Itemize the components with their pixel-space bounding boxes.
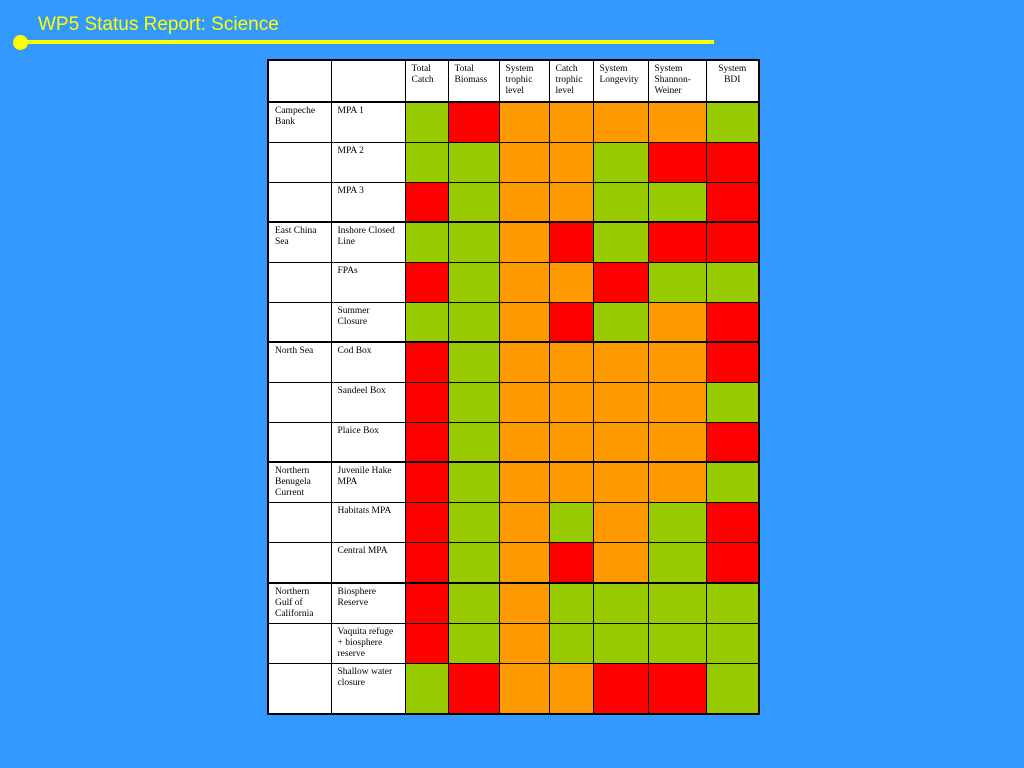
status-cell-system-shannon-weiner-red: [648, 222, 706, 262]
status-cell-catch-trophic-level-green: [549, 623, 593, 663]
status-cell-system-bdi-green: [706, 623, 759, 663]
status-cell-system-longevity-green: [593, 302, 648, 342]
status-cell-system-shannon-weiner-green: [648, 623, 706, 663]
status-cell-catch-trophic-level-red: [549, 222, 593, 262]
table-row: [268, 382, 759, 422]
status-cell-system-longevity-green: [593, 142, 648, 182]
status-cell-system-bdi-red: [706, 422, 759, 462]
status-cell-system-longevity-orange: [593, 543, 648, 583]
status-cell-total-biomass-green: [448, 623, 499, 663]
status-cell-system-longevity-orange: [593, 342, 648, 382]
status-cell-total-catch-green: [405, 102, 448, 142]
status-cell-system-longevity-orange: [593, 503, 648, 543]
header-catch-trophic-level: Catch trophic level: [549, 60, 593, 102]
status-cell-system-trophic-level-orange: [499, 583, 549, 624]
status-cell-system-bdi-green: [706, 583, 759, 624]
status-cell-system-trophic-level-orange: [499, 102, 549, 142]
status-cell-total-biomass-green: [448, 462, 499, 503]
status-cell-total-catch-green: [405, 663, 448, 714]
status-cell-system-shannon-weiner-orange: [648, 342, 706, 382]
site-cell: MPA 3: [331, 182, 405, 222]
table-row: [268, 302, 759, 342]
status-cell-system-shannon-weiner-orange: [648, 462, 706, 503]
region-cell: [268, 262, 331, 302]
status-cell-system-longevity-green: [593, 583, 648, 624]
status-cell-system-trophic-level-orange: [499, 382, 549, 422]
status-cell-system-longevity-red: [593, 663, 648, 714]
status-cell-total-biomass-green: [448, 503, 499, 543]
region-cell: East China Sea: [268, 222, 331, 262]
status-cell-total-biomass-red: [448, 102, 499, 142]
table-row: [268, 102, 759, 142]
header-row: [268, 60, 759, 102]
table-row: [268, 222, 759, 262]
status-cell-total-catch-red: [405, 382, 448, 422]
region-cell: North Sea: [268, 342, 331, 382]
region-cell: [268, 663, 331, 714]
site-cell: Habitats MPA: [331, 503, 405, 543]
status-cell-system-longevity-orange: [593, 382, 648, 422]
site-cell: Summer Closure: [331, 302, 405, 342]
table-row: [268, 422, 759, 462]
status-cell-catch-trophic-level-orange: [549, 182, 593, 222]
status-cell-system-shannon-weiner-orange: [648, 422, 706, 462]
status-cell-catch-trophic-level-orange: [549, 462, 593, 503]
region-cell: [268, 503, 331, 543]
table-row: [268, 462, 759, 503]
header-total-biomass: Total Biomass: [448, 60, 499, 102]
region-cell: Northern Benugela Current: [268, 462, 331, 503]
status-cell-system-bdi-red: [706, 302, 759, 342]
table-row: [268, 663, 759, 714]
region-cell: [268, 302, 331, 342]
status-cell-total-biomass-green: [448, 182, 499, 222]
status-cell-catch-trophic-level-orange: [549, 663, 593, 714]
site-cell: Shallow water closure: [331, 663, 405, 714]
status-cell-system-shannon-weiner-green: [648, 543, 706, 583]
status-cell-system-shannon-weiner-green: [648, 503, 706, 543]
status-cell-system-bdi-red: [706, 142, 759, 182]
status-cell-system-trophic-level-orange: [499, 302, 549, 342]
table-row: [268, 182, 759, 222]
status-cell-system-bdi-green: [706, 262, 759, 302]
status-cell-catch-trophic-level-orange: [549, 262, 593, 302]
header-total-catch: Total Catch: [405, 60, 448, 102]
site-cell: Central MPA: [331, 543, 405, 583]
table-row: [268, 623, 759, 663]
status-cell-total-catch-green: [405, 222, 448, 262]
status-cell-system-trophic-level-orange: [499, 262, 549, 302]
status-cell-total-biomass-green: [448, 382, 499, 422]
status-cell-system-longevity-green: [593, 182, 648, 222]
status-cell-catch-trophic-level-orange: [549, 142, 593, 182]
status-cell-system-bdi-red: [706, 182, 759, 222]
status-cell-system-longevity-red: [593, 262, 648, 302]
site-cell: Biosphere Reserve: [331, 583, 405, 624]
status-cell-total-catch-red: [405, 422, 448, 462]
table-row: [268, 262, 759, 302]
status-cell-catch-trophic-level-orange: [549, 102, 593, 142]
site-cell: Juvenile Hake MPA: [331, 462, 405, 503]
status-cell-total-catch-red: [405, 342, 448, 382]
site-cell: Cod Box: [331, 342, 405, 382]
status-cell-system-trophic-level-orange: [499, 623, 549, 663]
status-cell-total-catch-red: [405, 543, 448, 583]
region-cell: [268, 422, 331, 462]
site-cell: Vaquita refuge + biosphere reserve: [331, 623, 405, 663]
status-cell-system-trophic-level-orange: [499, 663, 549, 714]
status-cell-system-shannon-weiner-green: [648, 583, 706, 624]
status-cell-system-bdi-green: [706, 102, 759, 142]
header-system-longevity: System Longevity: [593, 60, 648, 102]
status-cell-system-bdi-green: [706, 462, 759, 503]
status-cell-total-catch-red: [405, 182, 448, 222]
status-cell-system-shannon-weiner-orange: [648, 302, 706, 342]
table-body: [268, 102, 759, 714]
site-cell: MPA 2: [331, 142, 405, 182]
table-header: [268, 60, 759, 102]
status-cell-catch-trophic-level-green: [549, 583, 593, 624]
status-cell-system-trophic-level-orange: [499, 503, 549, 543]
status-cell-system-bdi-red: [706, 503, 759, 543]
status-cell-system-bdi-green: [706, 663, 759, 714]
status-cell-system-longevity-orange: [593, 102, 648, 142]
status-cell-catch-trophic-level-red: [549, 543, 593, 583]
status-cell-system-longevity-green: [593, 623, 648, 663]
status-cell-total-catch-red: [405, 462, 448, 503]
status-cell-total-biomass-green: [448, 222, 499, 262]
status-cell-system-bdi-red: [706, 342, 759, 382]
status-cell-catch-trophic-level-orange: [549, 422, 593, 462]
slide-title: WP5 Status Report: Science: [38, 14, 279, 35]
status-cell-system-trophic-level-orange: [499, 142, 549, 182]
status-cell-system-shannon-weiner-orange: [648, 382, 706, 422]
status-cell-system-trophic-level-orange: [499, 222, 549, 262]
status-cell-total-catch-green: [405, 302, 448, 342]
status-cell-total-biomass-green: [448, 422, 499, 462]
status-cell-system-trophic-level-orange: [499, 182, 549, 222]
status-cell-system-bdi-green: [706, 382, 759, 422]
status-cell-total-biomass-green: [448, 583, 499, 624]
status-cell-system-shannon-weiner-green: [648, 182, 706, 222]
status-cell-system-trophic-level-orange: [499, 422, 549, 462]
header-site: [331, 60, 405, 102]
table-row: [268, 142, 759, 182]
status-cell-catch-trophic-level-green: [549, 503, 593, 543]
status-cell-system-trophic-level-orange: [499, 462, 549, 503]
site-cell: MPA 1: [331, 102, 405, 142]
status-cell-total-catch-red: [405, 583, 448, 624]
region-cell: [268, 382, 331, 422]
status-cell-catch-trophic-level-orange: [549, 382, 593, 422]
status-cell-system-shannon-weiner-orange: [648, 102, 706, 142]
site-cell: FPAs: [331, 262, 405, 302]
status-cell-system-longevity-green: [593, 222, 648, 262]
status-cell-system-bdi-red: [706, 222, 759, 262]
status-cell-total-biomass-red: [448, 663, 499, 714]
status-cell-total-catch-red: [405, 262, 448, 302]
status-cell-total-catch-red: [405, 503, 448, 543]
status-cell-system-shannon-weiner-green: [648, 262, 706, 302]
status-cell-catch-trophic-level-orange: [549, 342, 593, 382]
region-cell: Campeche Bank: [268, 102, 331, 142]
status-cell-total-biomass-green: [448, 342, 499, 382]
status-cell-system-trophic-level-orange: [499, 543, 549, 583]
table-row: [268, 543, 759, 583]
site-cell: Inshore Closed Line: [331, 222, 405, 262]
status-cell-total-biomass-green: [448, 262, 499, 302]
table-row: [268, 583, 759, 624]
status-cell-total-biomass-green: [448, 543, 499, 583]
status-cell-system-longevity-orange: [593, 422, 648, 462]
status-cell-catch-trophic-level-red: [549, 302, 593, 342]
header-system-shannon-weiner: System Shannon-Weiner: [648, 60, 706, 102]
status-cell-system-bdi-red: [706, 543, 759, 583]
region-cell: [268, 182, 331, 222]
region-cell: Northern Gulf of California: [268, 583, 331, 624]
status-cell-system-trophic-level-orange: [499, 342, 549, 382]
table-row: [268, 342, 759, 382]
status-cell-system-shannon-weiner-red: [648, 142, 706, 182]
header-system-trophic-level: System trophic level: [499, 60, 549, 102]
status-cell-total-biomass-green: [448, 302, 499, 342]
title-underline: [20, 40, 714, 44]
region-cell: [268, 142, 331, 182]
header-system-bdi: System BDI: [706, 60, 759, 102]
status-table: [267, 59, 760, 715]
status-cell-total-biomass-green: [448, 142, 499, 182]
table-row: [268, 503, 759, 543]
header-region: [268, 60, 331, 102]
status-cell-system-shannon-weiner-red: [648, 663, 706, 714]
status-cell-total-catch-red: [405, 623, 448, 663]
status-cell-total-catch-green: [405, 142, 448, 182]
site-cell: Plaice Box: [331, 422, 405, 462]
site-cell: Sandeel Box: [331, 382, 405, 422]
status-cell-system-longevity-orange: [593, 462, 648, 503]
region-cell: [268, 623, 331, 663]
region-cell: [268, 543, 331, 583]
